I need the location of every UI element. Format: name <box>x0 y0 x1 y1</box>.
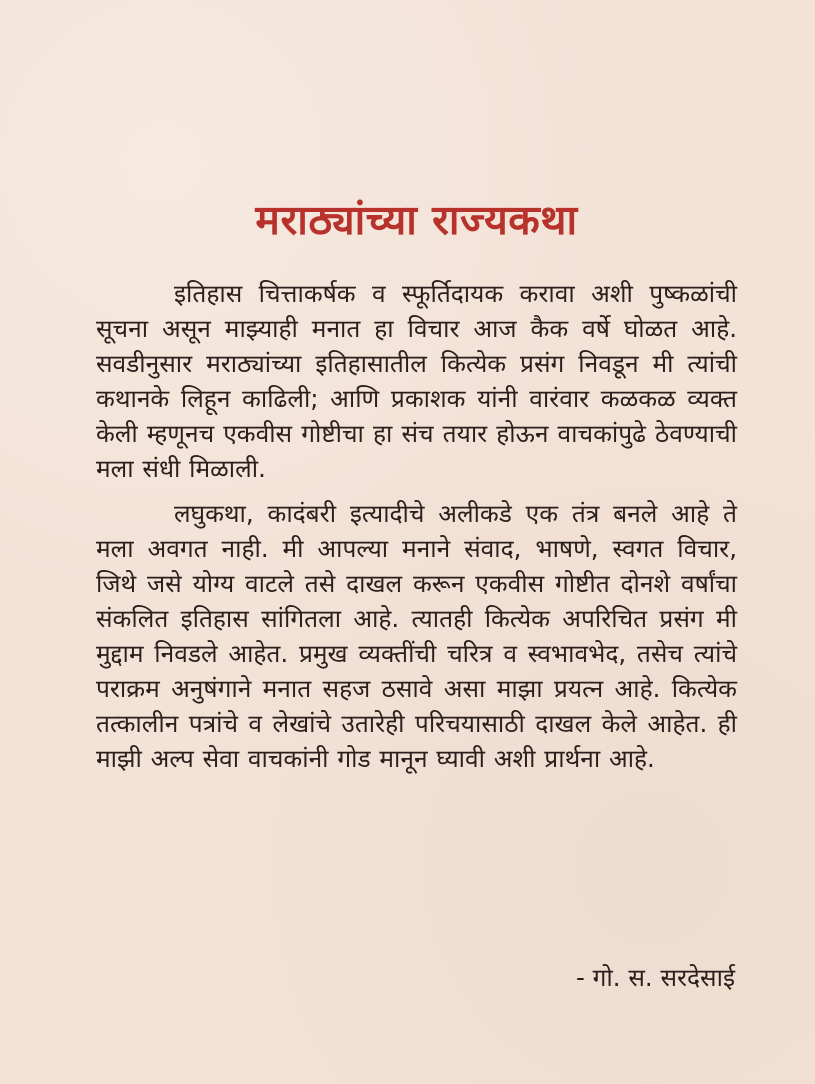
paragraph-1: इतिहास चित्ताकर्षक व स्फूर्तिदायक करावा अशी पुष्कळांची सूचना असून माझ्याही मनात हा विचार आज कैक वर्षे घोळत आहे. सवडीनुसार मराठ्यांच्या इतिहासातील कित्येक प्रसंग निवडून मी त्यांची कथानके लिहून काढिली; आणि प्रकाशक यांनी वारंवार कळकळ व्यक्त केली म्हणूनच एकवीस गोष्टीचा हा संच तयार होऊन वाचकांपुढे ठेवण्याची मला संधी मिळाली. <box>96 279 737 483</box>
paragraph-2: लघुकथा, कादंबरी इत्यादीचे अलीकडे एक तंत्र बनले आहे ते मला अवगत नाही. मी आपल्या मनाने संवाद, भाषणे, स्वगत विचार, जिथे जसे योग्य वाटले तसे दाखल करून एकवीस गोष्टीत दोनशे वर्षांचा संकलित इतिहास सांगितला आहे. त्यातही कित्येक अपरिचित प्रसंग मी मुद्दाम निवडले आहेत. प्रमुख व्यक्तींची चरित्र व स्वभावभेद, तसेच त्यांचे पराक्रम अनुषंगाने मनात सहज ठसावे असा माझा प्रयत्न आहे. कित्येक तत्कालीन पत्रांचे व लेखांचे उतारेही परिचयासाठी दाखल केले आहेत. ही माझी अल्प सेवा वाचकांनी गोड मानून घ्यावी अशी प्रार्थना आहे. <box>96 499 737 773</box>
page-title: मराठ्यांच्या राज्यकथा <box>255 196 578 244</box>
author-signature: - गो. स. सरदेसाई <box>575 963 735 992</box>
